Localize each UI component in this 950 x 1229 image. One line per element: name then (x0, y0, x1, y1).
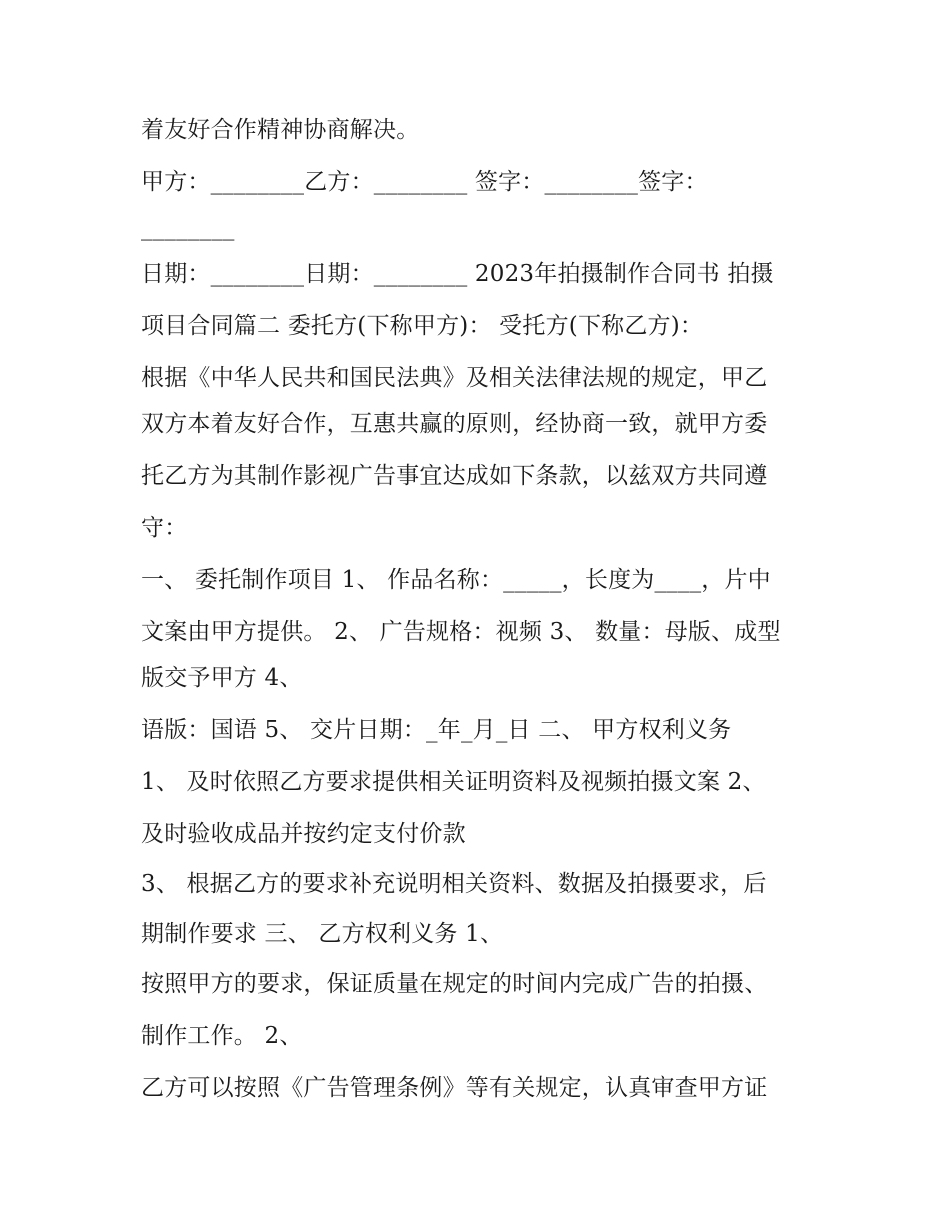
text-line: 托乙方为其制作影视广告事宜达成如下条款，以兹双方共同遵 (141, 463, 768, 489)
text-line: 3、 根据乙方的要求补充说明相关资料、数据及拍摄要求，后 (141, 871, 767, 897)
text-line: ________ (141, 215, 235, 241)
text-line: 一、 委托制作项目 1、 作品名称：_____，长度为____，片中 (141, 567, 771, 593)
text-line: 根据《中华人民共和国民法典》及相关法律法规的规定，甲乙 (141, 365, 768, 391)
text-line: 着友好合作精神协商解决。 (141, 117, 420, 143)
text-line: 日期：________日期：________ 2023年拍摄制作合同书 拍摄 (141, 261, 774, 287)
text-line: 语版：国语 5、 交片日期：_年_月_日 二、 甲方权利义务 (141, 717, 732, 743)
text-line: 项目合同篇二 委托方(下称甲方)： 受托方(下称乙方)： (141, 313, 704, 339)
text-line: 1、 及时依照乙方要求提供相关证明资料及视频拍摄文案 2、 (141, 769, 766, 795)
text-line: 版交予甲方 4、 (141, 665, 303, 691)
text-line: 守： (141, 515, 188, 541)
text-line: 文案由甲方提供。 2、 广告规格：视频 3、 数量：母版、成型 (141, 619, 781, 645)
text-line: 按照甲方的要求，保证质量在规定的时间内完成广告的拍摄、 (141, 971, 768, 997)
text-line: 乙方可以按照《广告管理条例》等有关规定，认真审查甲方证 (141, 1075, 768, 1101)
text-line: 甲方：________乙方：________ 签字：________签字： (141, 169, 708, 195)
text-line: 及时验收成品并按约定支付价款 (141, 821, 466, 847)
text-line: 制作工作。 2、 (141, 1023, 303, 1049)
text-line: 双方本着友好合作，互惠共赢的原则，经协商一致，就甲方委 (141, 411, 768, 437)
text-line: 期制作要求 三、 乙方权利义务 1、 (141, 921, 504, 947)
